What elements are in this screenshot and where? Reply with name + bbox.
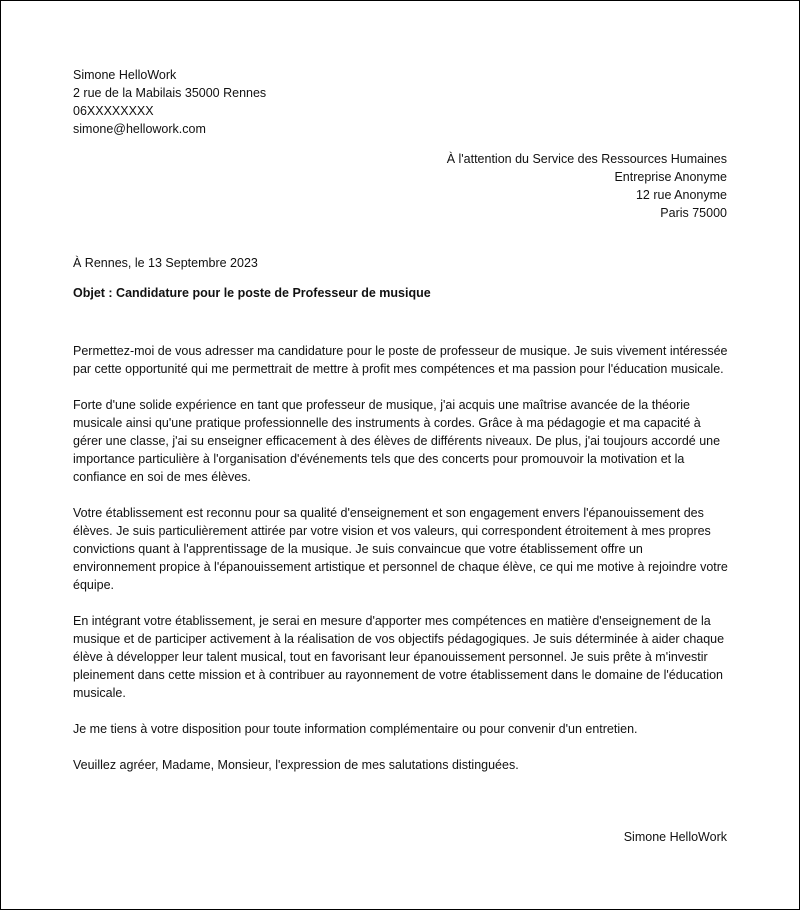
body-paragraph: En intégrant votre établissement, je serai en mesure d'apporter mes compétences en matière d'enseignement de la musique et de participer activement à la réalisation de vos objectifs pédagogiques. Je suis déterminée à aider chaque élève à développer leur talent musical, tout en favorisant leur épanouissement personnel. Je suis prête à m'investir pleinement dans cette mission et à contribuer au rayonnement de votre établissement dans le domaine de l'éducation musicale.: [73, 614, 725, 700]
recipient-company: Entreprise Anonyme: [614, 170, 727, 184]
sender-address: 2 rue de la Mabilais 35000 Rennes: [73, 86, 267, 100]
letter-date: À Rennes, le 13 Septembre 2023: [73, 256, 258, 270]
letter-body: [73, 342, 729, 792]
body-paragraph: Je me tiens à votre disposition pour toute information complémentaire ou pour convenir d'un entretien.: [73, 722, 638, 736]
recipient-attention: À l'attention du Service des Ressources Humaines: [446, 152, 727, 166]
recipient-city: Paris 75000: [660, 206, 727, 220]
recipient-street: 12 rue Anonyme: [635, 188, 727, 202]
letter-signature: Simone HelloWork: [623, 830, 727, 844]
sender-email: simone@hellowork.com: [73, 122, 206, 136]
body-paragraph: Permettez-moi de vous adresser ma candidature pour le poste de professeur de musique. Je suis vivement intéressée par cette opportunité qui me permettrait de mettre à profit mes compétences et ma passion pour l'éducation musicale.: [73, 344, 728, 376]
letter-subject: Objet : Candidature pour le poste de Professeur de musique: [73, 286, 431, 300]
sender-phone: 06XXXXXXXX: [73, 104, 154, 118]
recipient-block: [307, 150, 727, 222]
sender-block: [73, 66, 473, 138]
body-paragraph: Votre établissement est reconnu pour sa qualité d'enseignement et son engagement envers l'épanouissement des élèves. Je suis particulièrement attirée par votre vision et vos valeurs, qui correspondent étroitement à mes propres convictions quant à l'apprentissage de la musique. Je suis convaincue que votre établissement offre un environnement propice à l'épanouissement artistique et personnel de chaque élève, ce qui me motive à rejoindre votre équipe.: [73, 506, 728, 592]
body-paragraph: Forte d'une solide expérience en tant que professeur de musique, j'ai acquis une maîtrise avancée de la théorie musicale ainsi qu'une pratique professionnelle des instruments à cordes. Grâce à ma pédagogie et ma capacité à gérer une classe, j'ai su enseigner efficacement à des élèves de différents niveaux. De plus, j'ai toujours accordé une importance particulière à l'organisation d'événements tels que des concerts pour promouvoir la motivation et la confiance en soi de mes élèves.: [73, 398, 721, 484]
body-paragraph: Veuillez agréer, Madame, Monsieur, l'expression de mes salutations distinguées.: [73, 758, 519, 772]
sender-name: Simone HelloWork: [73, 68, 177, 82]
